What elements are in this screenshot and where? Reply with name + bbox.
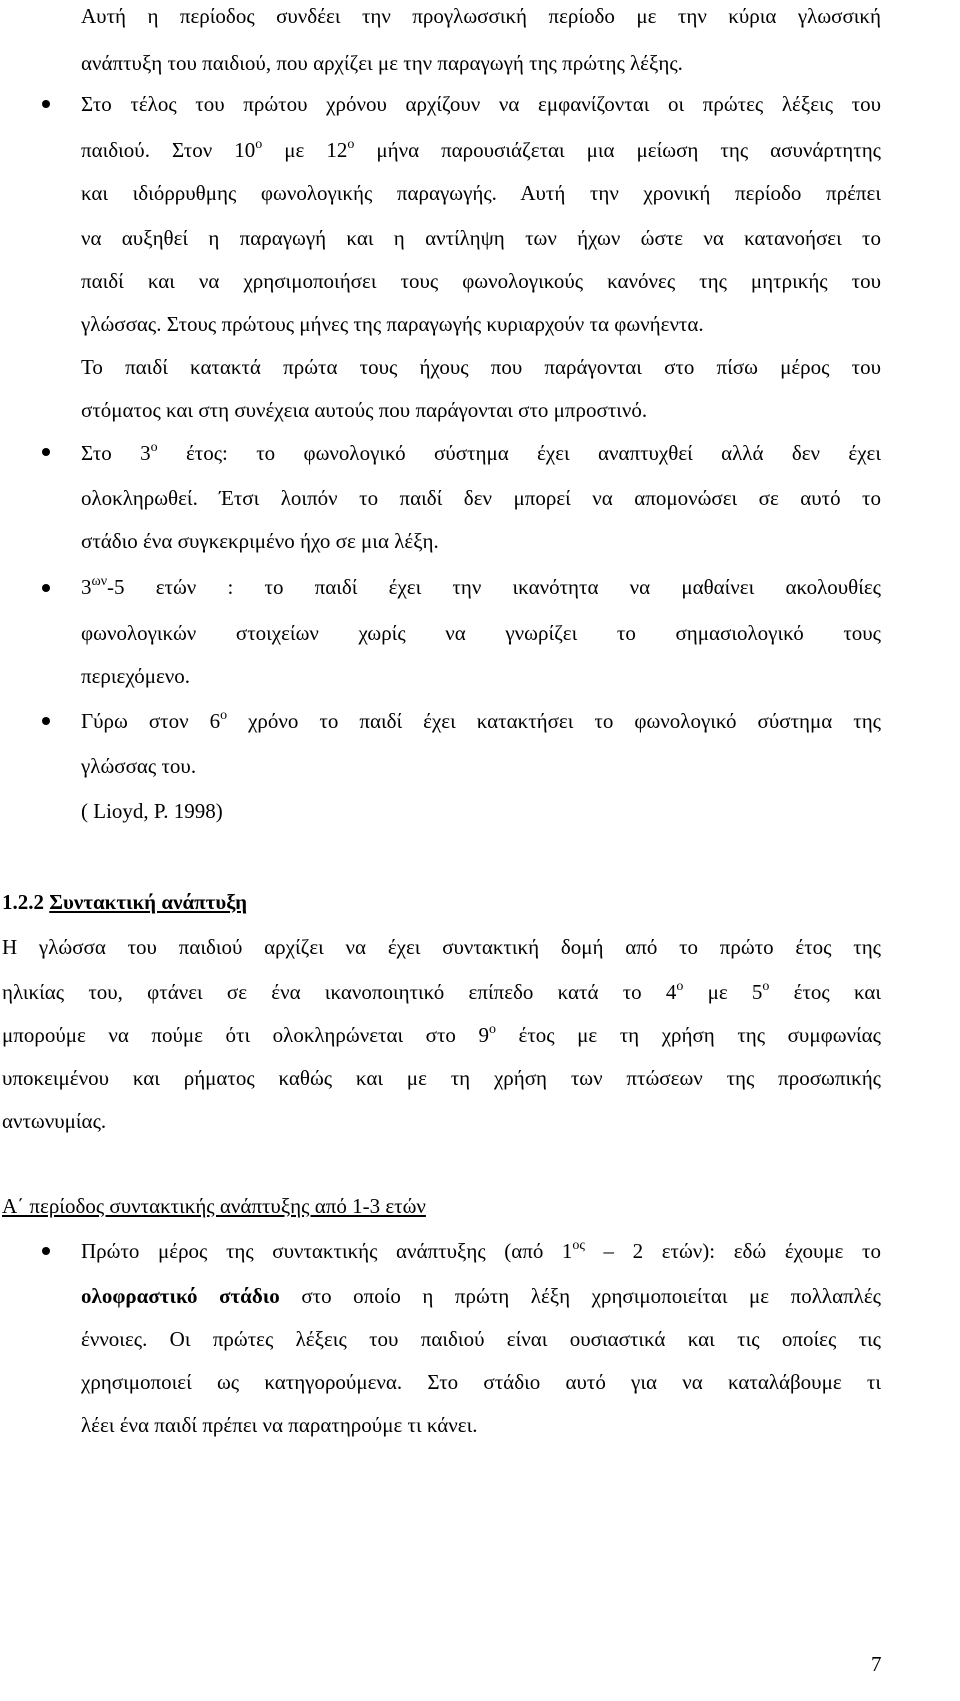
bullet-line: λέει ένα παιδί πρέπει να παρατηρούμε τι κάνει. <box>81 1413 478 1437</box>
bullet-line: έννοιες. Οι πρώτες λέξεις του παιδιού είναι ουσιαστικά και τις οποίες τις <box>81 1327 881 1351</box>
bullet-icon <box>42 584 50 592</box>
bullet-line: στάδιο ένα συγκεκριμένο ήχο σε μια λέξη. <box>81 529 439 553</box>
bullet-line: $3^{\omega\nu}-5$ ετών : το παιδί έχει την ικανότητα να μαθαίνει ακολουθίες <box>81 574 881 599</box>
bullet-line: Γύρω στον $6^o$ χρόνο το παιδί έχει κατακτήσει το φωνολογικό σύστημα της <box>81 708 881 733</box>
bullet-line: περιεχόμενο. <box>81 664 191 688</box>
citation: ( Lioyd, P. 1998) <box>81 799 223 823</box>
paragraph-line: υποκειμένου και ρήματος καθώς και με τη χρήση των πτώσεων της προσωπικής <box>2 1066 881 1090</box>
paragraph-line: μπορούμε να πούμε ότι ολοκληρώνεται στο $9^o$ έτος με τη χρήση της συμφωνίας <box>2 1022 881 1047</box>
bullet-line: Πρώτο μέρος της συντακτικής ανάπτυξης (από $1^{o\varsigma} - 2$ ετών): εδώ έχουμε το <box>81 1238 881 1263</box>
bullet-line: Το παιδί κατακτά πρώτα τους ήχους που παράγονται στο πίσω μέρος του <box>81 355 881 379</box>
bullet-line: παιδί και να χρησιμοποιήσει τους φωνολογικούς κανόνες της μητρικής του <box>81 269 881 293</box>
bullet-icon <box>42 448 50 456</box>
paragraph-line: Αυτή η περίοδος συνδέει την προγλωσσική περίοδο με την κύρια γλωσσική <box>81 4 881 28</box>
bullet-line: να αυξηθεί η παραγωγή και η αντίληψη των ήχων ώστε να κατανοήσει το <box>81 226 881 250</box>
subsection-heading: Α΄ περίοδος συντακτικής ανάπτυξης από 1-3 ετών <box>2 1194 426 1218</box>
bullet-icon <box>42 717 50 725</box>
bullet-line: Στο $3^o$ έτος: το φωνολογικό σύστημα έχει αναπτυχθεί αλλά δεν έχει <box>81 440 881 465</box>
page-number: 7 <box>871 1652 882 1676</box>
paragraph-line: Η γλώσσα του παιδιού αρχίζει να έχει συντακτική δομή από το πρώτο έτος της <box>2 935 881 959</box>
bullet-line: ολοκληρωθεί. Έτσι λοιπόν το παιδί δεν μπορεί να απομονώσει σε αυτό το <box>81 486 881 510</box>
bullet-line: και ιδιόρρυθμης φωνολογικής παραγωγής. Αυτή την χρονική περίοδο πρέπει <box>81 181 881 205</box>
bullet-line: στόματος και στη συνέχεια αυτούς που παράγονται στο μπροστινό. <box>81 398 648 422</box>
bullet-line: χρησιμοποιεί ως κατηγορούμενα. Στο στάδιο αυτό για να καταλάβουμε τι <box>81 1370 881 1394</box>
paragraph-line: ανάπτυξη του παιδιού, που αρχίζει με την παραγωγή της πρώτης λέξης. <box>81 51 683 75</box>
bullet-icon <box>42 100 50 108</box>
bullet-line: γλώσσας του. <box>81 754 197 778</box>
bullet-line: Στο τέλος του πρώτου χρόνου αρχίζουν να εμφανίζονται οι πρώτες λέξεις του <box>81 92 881 116</box>
bullet-line: φωνολογικών στοιχείων χωρίς να γνωρίζει το σημασιολογικό τους <box>81 621 881 645</box>
section-heading: 1.2.2 Συντακτική ανάπτυξη <box>2 890 248 914</box>
paragraph-line: αντωνυμίας. <box>2 1109 107 1133</box>
bullet-line: γλώσσας. Στους πρώτους μήνες της παραγωγής κυριαρχούν τα φωνήεντα. <box>81 312 704 336</box>
bullet-line: ολοφραστικό στάδιο στο οποίο η πρώτη λέξη χρησιμοποιείται με πολλαπλές <box>81 1284 882 1308</box>
paragraph-line: ηλικίας του, φτάνει σε ένα ικανοποιητικό επίπεδο κατά το $4^o$ με $5^o$ έτος και <box>2 979 881 1004</box>
bullet-line: παιδιού. Στον $10^o$ με $12^o$ μήνα παρουσιάζεται μια μείωση της ασυνάρτητης <box>81 137 881 162</box>
bullet-icon <box>42 1247 50 1255</box>
